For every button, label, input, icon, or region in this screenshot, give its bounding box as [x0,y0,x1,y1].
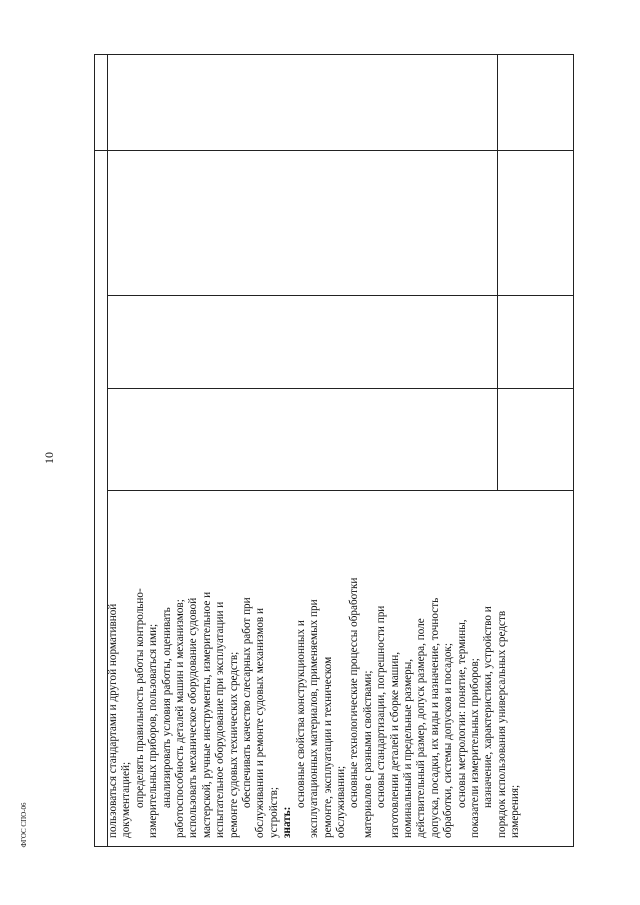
text-line: измерения; [509,784,522,838]
text-line: устройств; [267,786,280,838]
text-line: допуска, посадки, их виды и назначение, точность [428,597,441,838]
text-line: ремонте судовых технических средств; [227,651,240,838]
cell-content [107,448,523,838]
table-row-divider [107,388,573,389]
text-line: ремонте, эксплуатации и техническом [321,656,334,838]
text-line: измерительных приборов, пользоваться ими; [147,623,160,838]
page-number: 10 [42,452,56,464]
text-line: знать: [281,806,294,838]
rotated-text-cell [107,448,577,838]
text-line: изготовлении деталей и сборке машин, [388,651,401,838]
text-line: обслуживании и ремонте судовых механизмов и [254,608,267,838]
text-line: работоспособность деталей машин и механизмов; [174,599,187,838]
text-line: использовать механическое оборудование судовой [187,597,200,838]
table-column-divider [497,55,498,490]
text-line: эксплуатационных материалов, применяемых при [308,599,321,838]
text-line: действительный размер, допуск размера, поле [415,618,428,838]
text-line: обработки, системы допусков и посадок; [442,643,455,838]
text-line: анализировать условия работы, оценивать [160,607,173,808]
text-line: номинальный и предельные размеры, [401,658,414,838]
text-line: мастерской, ручные инструменты, измерительное и [200,591,213,838]
text-line: испытательное оборудование при эксплуатации и [214,601,227,838]
text-line: порядок использования универсальных средств [495,610,508,838]
text-line: основные технологические процессы обработки [348,577,361,808]
text-line: основные свойства конструкционных и [294,620,307,808]
document-footer: ФГОС СПО-06 [20,802,28,848]
text-line: основы метрологии: понятие, термины, [455,619,468,808]
text-line: материалов с разными свойствами; [361,670,374,838]
text-line: основы стандартизации, погрешности при [375,605,388,808]
table-row-divider [107,295,573,296]
text-line: документацией; [120,761,133,838]
text-line: обслуживании; [334,765,347,838]
text-line: обеспечивать качество слесарных работ при [241,597,254,808]
text-line: пользоваться стандартами и другой нормативной [107,603,119,838]
table-row-divider [95,150,573,151]
text-line: показатели измерительных приборов; [468,658,481,838]
text-line: определять правильность работы контрольно- [133,588,146,808]
text-line: назначение, характеристики, устройство и [482,606,495,808]
